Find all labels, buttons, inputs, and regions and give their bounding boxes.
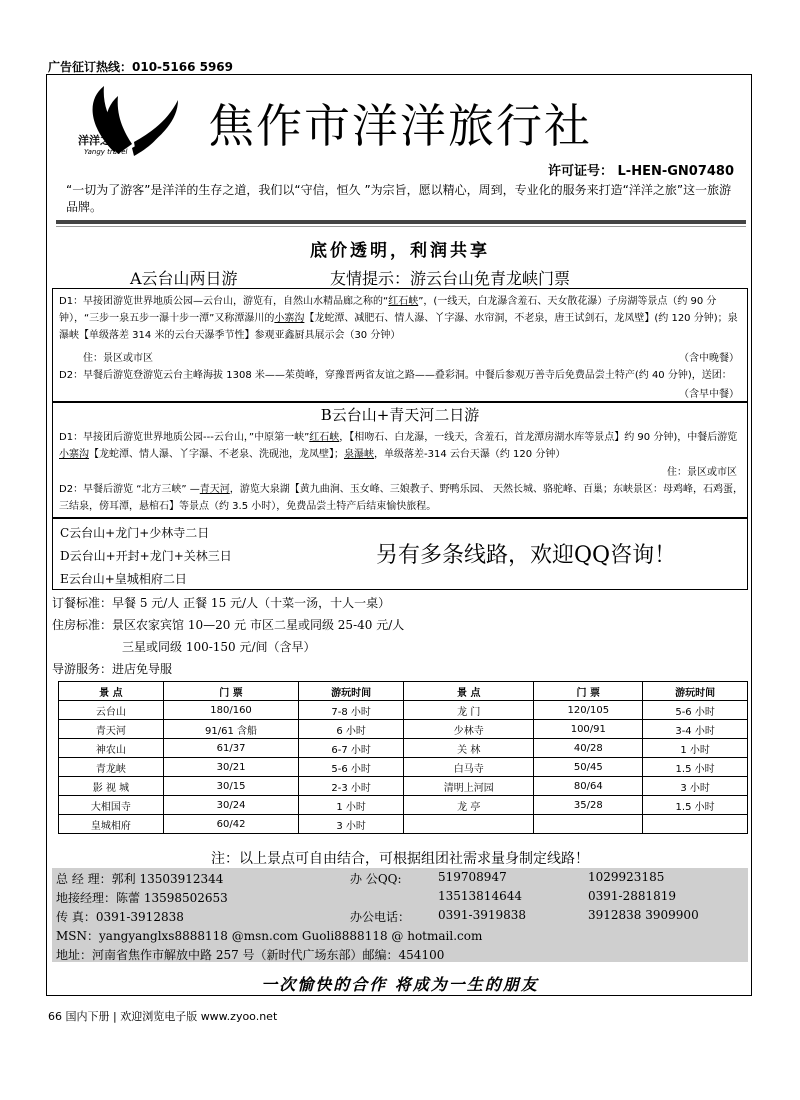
route-a-day1-meals: （含中晚餐） xyxy=(679,353,739,364)
table-cell: 清明上河园 xyxy=(404,777,534,796)
route-a-day2: D2：早餐后游览登游览云台主峰海拔 1308 米——茱萸峰，穿豫晋两省友谊之路——叠彩洞。中餐后参观万善寺后免费品尝土特产(约 40 分钟)，送团： xyxy=(59,370,732,381)
office-phone-label: 办公电话： xyxy=(350,910,411,924)
table-cell: 91/61 含船 xyxy=(163,720,298,739)
table-cell xyxy=(643,815,748,834)
table-cell: 6 小时 xyxy=(299,720,404,739)
table-row xyxy=(59,777,748,796)
table-cell: 80/64 xyxy=(534,777,643,796)
column-header: 游玩时间 xyxy=(299,682,404,701)
table-row xyxy=(59,739,748,758)
table-cell: 50/45 xyxy=(534,758,643,777)
column-header: 景 点 xyxy=(404,682,534,701)
phone-mobile: 13513814644 xyxy=(438,889,522,903)
table-cell: 6-7 小时 xyxy=(299,739,404,758)
slogan: 底价透明，利润共享 xyxy=(310,241,490,261)
route-a-day2-meals: （含早中餐） xyxy=(679,389,739,400)
table-cell: 3 小时 xyxy=(299,815,404,834)
meal-standard: 订餐标准：早餐 5 元/人 正餐 15 元/人（十菜一汤，十人一桌） xyxy=(52,596,391,610)
column-header: 游玩时间 xyxy=(643,682,748,701)
office-phone-1: 0391-3919838 xyxy=(438,908,527,922)
table-cell: 180/160 xyxy=(163,701,298,720)
table-cell: 龙 亭 xyxy=(404,796,534,815)
table-cell: 龙 门 xyxy=(404,701,534,720)
intro-text: “一切为了游客”是洋洋的生存之道，我们以“守信，恒久 ”为宗旨，愿以精心，周到，专业化的服务来打造“洋洋之旅”这一旅游品牌。 xyxy=(66,183,732,214)
column-header: 门 票 xyxy=(163,682,298,701)
address: 地址：河南省焦作市解放中路 257 号（新时代广场东部）邮编：454100 xyxy=(56,948,445,962)
table-cell: 60/42 xyxy=(163,815,298,834)
table-cell: 61/37 xyxy=(163,739,298,758)
ad-hotline: 广告征订热线：010-5166 5969 xyxy=(48,60,234,74)
table-cell: 7-8 小时 xyxy=(299,701,404,720)
table-cell: 青龙峡 xyxy=(59,758,164,777)
table-header-row xyxy=(59,682,748,701)
guide-service: 导游服务：进店免导服 xyxy=(52,662,173,676)
itinerary-note: 注：以上景点可自由结合，可根据组团社需求量身制定线路！ xyxy=(211,851,589,867)
table-cell: 5-6 小时 xyxy=(643,701,748,720)
closing-slogan: 一次愉快的合作 将成为一生的朋友 xyxy=(261,975,539,994)
msn-contact: MSN：yangyanglxs8888118 @msn.com Guoli8888118 @ hotmail.com xyxy=(56,929,483,943)
table-cell: 神农山 xyxy=(59,739,164,758)
table-cell: 3 小时 xyxy=(643,777,748,796)
divider xyxy=(56,226,746,227)
table-cell: 3-4 小时 xyxy=(643,720,748,739)
route-b-day1: D1：早接团后游览世界地质公园---云台山，”中原第一峡”红石峡，【相吻石、白龙瀑，一线天，含羞石，首龙潭房湖水库等景点】约 90 分钟)，中餐后游览小寨沟【龙蛇潭、情人瀑、丫字瀑、不老泉、洗砚池，龙凤壁】；泉瀑峡，单级落差-314 云台天瀑（约 120 分钟） xyxy=(59,432,738,460)
table-cell: 少林寺 xyxy=(404,720,534,739)
table-cell: 1 小时 xyxy=(299,796,404,815)
table-cell: 30/24 xyxy=(163,796,298,815)
route-b-stay: 住：景区或市区 xyxy=(667,467,737,478)
table-row xyxy=(59,796,748,815)
table-cell: 影 视 城 xyxy=(59,777,164,796)
route-e: E云台山+皇城相府二日 xyxy=(60,572,187,586)
agency-name: 焦作市洋洋旅行社 xyxy=(208,99,592,153)
ticket-price-table xyxy=(58,681,748,834)
table-cell: 100/91 xyxy=(534,720,643,739)
route-b-title: B云台山+青天河二日游 xyxy=(320,406,480,424)
table-cell xyxy=(534,815,643,834)
logo-text-en: Yangy travel xyxy=(84,148,128,156)
divider xyxy=(56,220,746,224)
column-header: 门 票 xyxy=(534,682,643,701)
general-manager: 总 经 理：郭利 13503912344 xyxy=(56,872,224,886)
route-a-box xyxy=(52,288,748,402)
table-cell: 40/28 xyxy=(534,739,643,758)
column-header: 景 点 xyxy=(59,682,164,701)
table-cell: 2-3 小时 xyxy=(299,777,404,796)
table-cell: 120/105 xyxy=(534,701,643,720)
table-row xyxy=(59,720,748,739)
license-number: 许可证号： L-HEN-GN07480 xyxy=(548,164,735,179)
route-b-box xyxy=(52,402,748,518)
qq-label: 办 公QQ: xyxy=(350,872,402,886)
more-routes-callout: 另有多条线路，欢迎QQ咨询！ xyxy=(376,543,677,568)
table-cell: 30/15 xyxy=(163,777,298,796)
table-cell: 35/28 xyxy=(534,796,643,815)
logo-text-cn: 洋洋之旅 xyxy=(78,134,122,147)
page-footer: 66 国内下册 | 欢迎浏览电子版 www.zyoo.net xyxy=(48,1010,278,1023)
lodging-standard: 住房标准：景区农家宾馆 10—20 元 市区二星或同级 25-40 元/人 xyxy=(52,618,405,632)
table-cell: 5-6 小时 xyxy=(299,758,404,777)
table-cell: 关 林 xyxy=(404,739,534,758)
table-cell xyxy=(404,815,534,834)
table-row xyxy=(59,815,748,834)
route-b-day2: D2：早餐后游览 “北方三峡” —青天河，游览大泉湖【黄九曲涧、玉女峰、三娘教子、野鸭乐园、 天然长城、骆驼峰、百巢；东峡景区：母鸡峰，石鸡蛋，三结泉，傍耳潭，悬棺石】等景点（约 3.5 小时），免费品尝土特产后结束愉快旅程。 xyxy=(59,484,743,512)
table-cell: 皇城相府 xyxy=(59,815,164,834)
lodging-standard-3star: 三星或同级 100-150 元/间（含早） xyxy=(122,640,316,654)
brand-logo xyxy=(74,82,186,166)
table-cell: 云台山 xyxy=(59,701,164,720)
friendly-tip: 友情提示：游云台山免青龙峡门票 xyxy=(330,269,571,288)
reception-manager: 地接经理：陈蕾 13598502653 xyxy=(56,891,228,905)
route-c: C云台山+龙门+少林寺二日 xyxy=(60,526,210,540)
fax: 传 真：0391-3912838 xyxy=(56,910,184,924)
table-cell: 1 小时 xyxy=(643,739,748,758)
qq-number-2: 1029923185 xyxy=(588,870,665,884)
table-cell: 大相国寺 xyxy=(59,796,164,815)
route-d: D云台山+开封+龙门+关林三日 xyxy=(60,549,232,563)
route-a-stay: 住：景区或市区 xyxy=(83,353,153,364)
route-a-day1: D1：早接团游览世界地质公园—云台山，游览有，自然山水精品廊之称的“红石峡”，(一线天，白龙瀑含羞石、天女散花瀑）子房湖等景点（约 90 分钟），“三步一泉五步一瀑十步一潭”又称潭瀑川的小寨沟【龙蛇潭、减肥石、情人瀑、丫字瀑、水帘洞，不老泉，唐王试剑石，龙凤壁】(约 120 分钟)；泉瀑峡【单级落差 314 米的云台天瀑季节性】参观亚鑫厨具展示会（30 分钟） xyxy=(59,296,738,341)
table-cell: 白马寺 xyxy=(404,758,534,777)
route-a-title: A云台山两日游 xyxy=(130,269,238,288)
qq-number-1: 519708947 xyxy=(438,870,507,884)
table-cell: 青天河 xyxy=(59,720,164,739)
office-phone-2: 3912838 3909900 xyxy=(588,908,699,922)
table-cell: 1.5 小时 xyxy=(643,758,748,777)
phone-office-2: 0391-2881819 xyxy=(588,889,677,903)
table-row xyxy=(59,758,748,777)
table-cell: 1.5 小时 xyxy=(643,796,748,815)
table-row xyxy=(59,701,748,720)
table-cell: 30/21 xyxy=(163,758,298,777)
